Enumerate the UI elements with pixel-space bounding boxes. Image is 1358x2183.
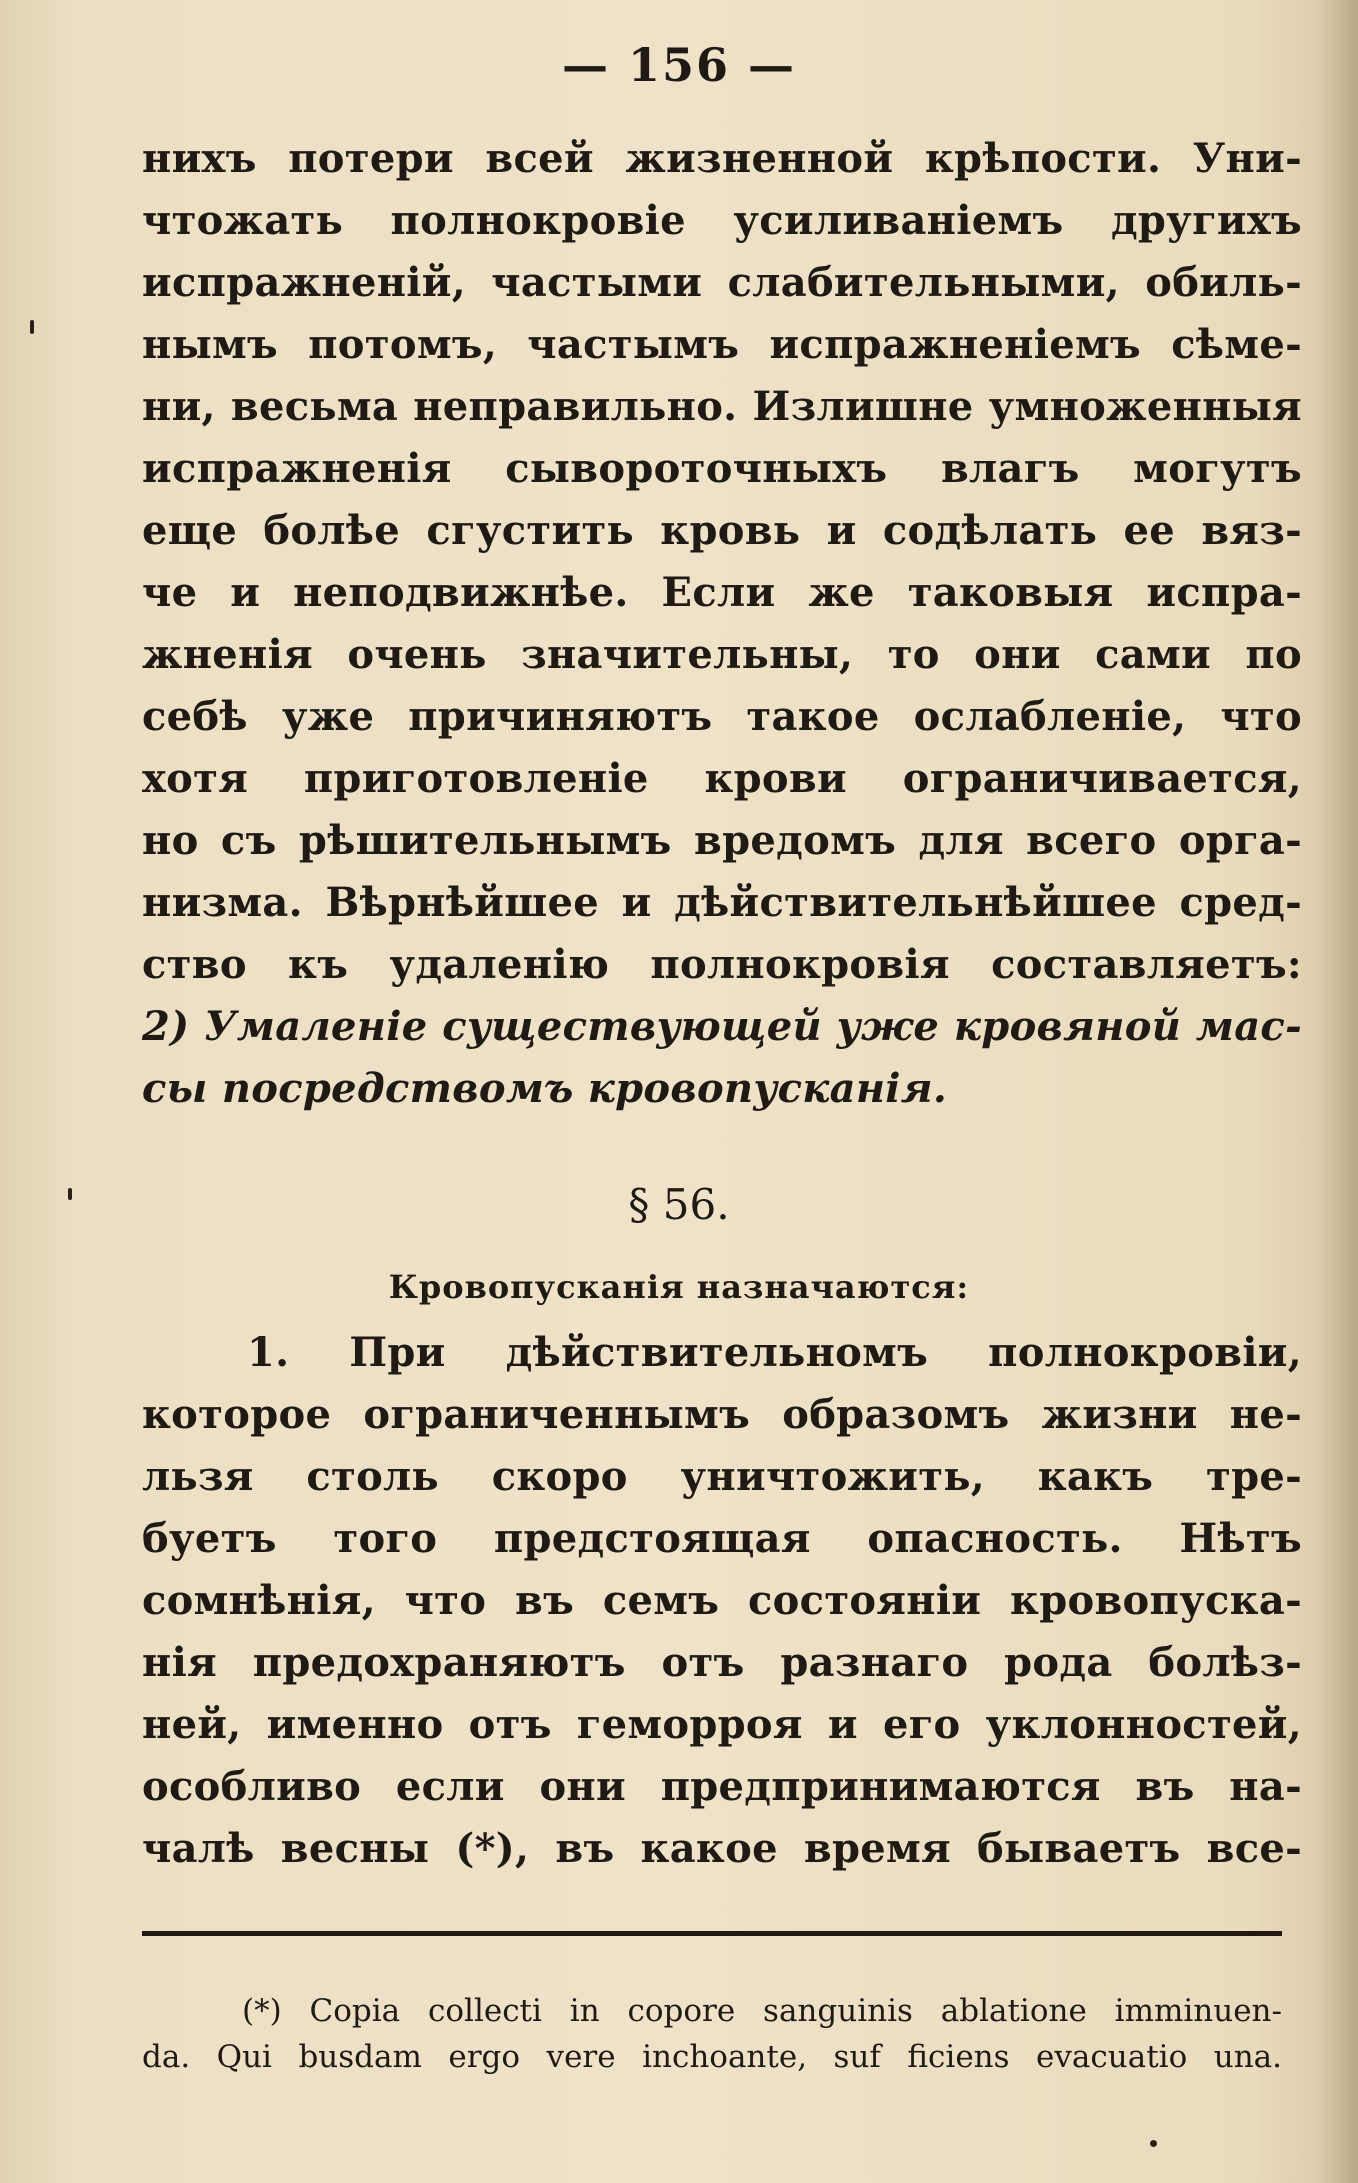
text-line: нымъ потомъ, частымъ испражненіемъ сѣме- bbox=[142, 321, 1302, 368]
footnote-line: (*) Copia collecti in copore sanguinis ablatione imminuen- bbox=[242, 1993, 1282, 2029]
text-line: ней, именно отъ геморроя и его уклонностей, bbox=[142, 1701, 1302, 1748]
text-line: буетъ того предстоящая опасность. Нѣтъ bbox=[142, 1515, 1302, 1562]
text-line: испражненій, частыми слабительными, обиль- bbox=[142, 259, 1302, 306]
text-line: испражненія сывороточныхъ влагъ могутъ bbox=[142, 445, 1302, 492]
italic-text-line: 2) Умаленіе существующей уже кровяной мас- bbox=[142, 1003, 1302, 1050]
text-line: нія предохраняютъ отъ разнаго рода болѣз- bbox=[142, 1639, 1302, 1686]
text-line: 1. При дѣйствительномъ полнокровіи, bbox=[247, 1329, 1302, 1376]
text-line: льзя столь скоро уничтожить, какъ тре- bbox=[142, 1453, 1302, 1500]
text-line: ни, весьма неправильно. Излишне умноженныя bbox=[142, 383, 1302, 430]
text-line: особливо если они предпринимаются въ на- bbox=[142, 1763, 1302, 1810]
text-line: жненія очень значительны, то они сами по bbox=[142, 631, 1302, 678]
paragraph-2 bbox=[142, 1322, 1302, 1880]
footnote bbox=[142, 1988, 1282, 2080]
ink-speck bbox=[1150, 2140, 1157, 2147]
footnote-line: da. Qui busdam ergo vere inchoante, suf ficiens evacuatio una. bbox=[142, 2039, 1282, 2075]
footnote-divider bbox=[142, 1931, 1282, 1936]
section-mark: § 56. bbox=[628, 1180, 730, 1229]
text-line: сомнѣнія, что въ семъ состояніи кровопуска- bbox=[142, 1577, 1302, 1624]
text-line: ство къ удаленію полнокровія составляетъ: bbox=[142, 941, 1302, 988]
italic-text-line: сы посредствомъ кровопусканія. bbox=[142, 1065, 948, 1112]
text-line: нихъ потери всей жизненной крѣпости. Уни- bbox=[142, 135, 1302, 182]
text-line: че и неподвижнѣе. Если же таковыя испра- bbox=[142, 569, 1302, 616]
text-line: еще болѣе сгустить кровь и содѣлать ее вяз- bbox=[142, 507, 1302, 554]
paragraph-1 bbox=[142, 128, 1302, 1120]
text-line: но съ рѣшительнымъ вредомъ для всего орга- bbox=[142, 817, 1302, 864]
text-line: низма. Вѣрнѣйшее и дѣйствительнѣйшее сред- bbox=[142, 879, 1302, 926]
text-line: чалѣ весны (*), въ какое время бываетъ все- bbox=[142, 1825, 1302, 1872]
page-number: — 156 — bbox=[561, 38, 797, 92]
text-line: чтожать полнокровіе усиливаніемъ другихъ bbox=[142, 197, 1302, 244]
ink-speck bbox=[68, 1188, 72, 1200]
section-subheading: Кровопусканія назначаются: bbox=[388, 1268, 970, 1306]
text-line: хотя приготовленіе крови ограничивается, bbox=[142, 755, 1302, 802]
ink-speck bbox=[30, 320, 34, 334]
text-line: себѣ уже причиняютъ такое ослабленіе, что bbox=[142, 693, 1302, 740]
page-edge-shadow bbox=[1318, 0, 1358, 2183]
text-line: которое ограниченнымъ образомъ жизни не- bbox=[142, 1391, 1302, 1438]
